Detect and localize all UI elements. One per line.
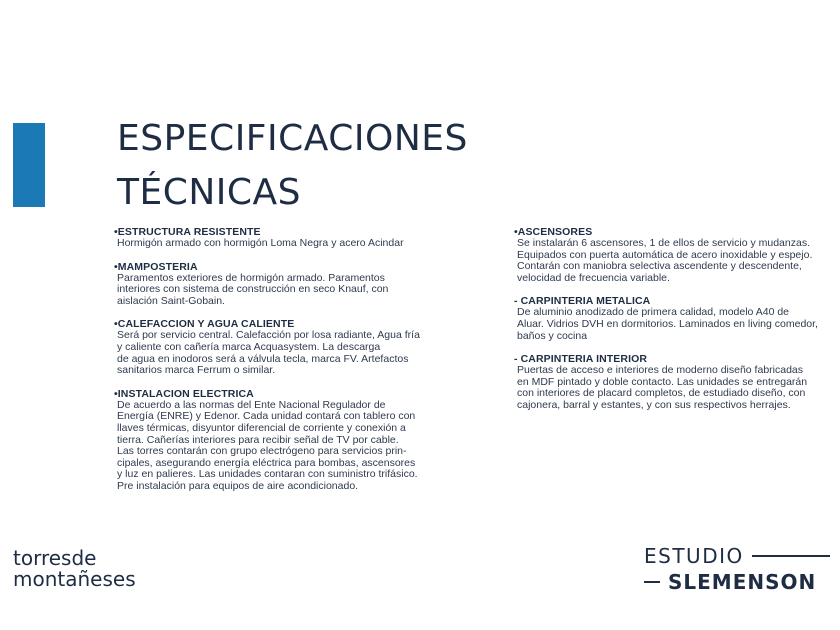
logo-left-line-1: torresde — [13, 546, 97, 570]
logo-right-row-1 — [644, 544, 830, 568]
spec-line: sanitarios marca Ferrum o similar. — [117, 364, 276, 377]
torres-de-montaneses-logo — [13, 548, 136, 590]
spec-body — [114, 273, 426, 308]
spec-body — [514, 307, 832, 342]
spec-heading: •MAMPOSTERIA — [114, 260, 198, 273]
logo-right-line-1: ESTUDIO — [644, 544, 744, 568]
spec-line: Aluar. Vidrios DVH en dormitorios. Laminados en living comedor, — [517, 317, 818, 330]
spec-line: Equipados con puerta automática de acero inoxidable y espejo. — [517, 248, 813, 261]
spec-line: Energía (ENRE) y Edenor. Cada unidad contará con tablero con — [117, 410, 416, 423]
spec-line: tierra. Cañerías interiores para recibir señal de TV por cable. — [117, 433, 399, 446]
page-title — [117, 112, 468, 220]
spec-line: baños y cocina — [517, 329, 588, 342]
spec-line: Será por servicio central. Calefacción por losa radiante, Agua fría — [117, 329, 420, 342]
spec-section — [514, 295, 832, 342]
spec-section — [114, 226, 426, 250]
estudio-slemenson-logo — [644, 544, 830, 594]
spec-line: cajonera, barral y estantes, y con sus respectivos herrajes. — [517, 398, 791, 411]
spec-line: Pre instalación para equipos de aire acondicionado. — [117, 479, 359, 492]
accent-bar — [13, 123, 45, 207]
spec-section — [514, 226, 832, 284]
logo-rule-right — [752, 555, 830, 557]
title-line-2: TÉCNICAS — [117, 172, 302, 213]
spec-line: velocidad de frecuencia variable. — [517, 271, 670, 284]
spec-body — [114, 330, 426, 376]
spec-heading: •CALEFACCION Y AGUA CALIENTE — [114, 318, 295, 331]
spec-body — [514, 365, 832, 411]
logo-right-line-2: SLEMENSON — [668, 570, 817, 594]
spec-body — [114, 400, 426, 493]
spec-line: Las torres contarán con grupo electrógeno para servicios prin- — [117, 445, 407, 458]
spec-heading: - CARPINTERIA INTERIOR — [514, 353, 648, 366]
spec-body — [114, 238, 426, 250]
spec-line: De acuerdo a las normas del Ente Nacional Regulador de — [117, 398, 386, 411]
spec-line: Contarán con maniobra selectiva ascendente y descendente, — [517, 260, 802, 273]
spec-section — [514, 353, 832, 411]
spec-line: y caliente con cañería marca Acquasystem. La descarga — [117, 340, 381, 353]
spec-heading: - CARPINTERIA METALICA — [514, 295, 651, 308]
title-line-1: ESPECIFICACIONES — [117, 118, 468, 159]
spec-line: aislación Saint-Gobain. — [117, 294, 225, 307]
left-column — [114, 226, 426, 504]
logo-rule-left — [644, 581, 660, 583]
spec-line: Hormigón armado con hormigón Loma Negra y acero Acindar — [117, 237, 404, 249]
spec-line: Puertas de acceso e interiores de moderno diseño fabricadas — [517, 364, 804, 377]
spec-line: Paramentos exteriores de hormigón armado. Paramentos — [117, 271, 385, 284]
spec-heading: •ESTRUCTURA RESISTENTE — [114, 226, 261, 238]
spec-line: en MDF pintado y doble contacto. Las unidades se entregarán — [517, 375, 808, 388]
right-column — [514, 226, 832, 423]
spec-line: De aluminio anodizado de primera calidad, modelo A40 de — [517, 306, 790, 319]
spec-line: y luz en palieres. Las unidades contaran con suministro trifásico. — [117, 468, 418, 481]
spec-line: cipales, asegurando energía eléctrica para bombas, ascensores — [117, 456, 416, 469]
spec-line: llaves térmicas, disyuntor diferencial de corriente y conexión a — [117, 421, 406, 434]
spec-line: de agua en inodoros será a válvula tecla, marca FV. Artefactos — [117, 352, 409, 365]
spec-heading: •INSTALACION ELECTRICA — [114, 387, 254, 400]
spec-heading: •ASCENSORES — [514, 226, 593, 238]
spec-line: Se instalarán 6 ascensores, 1 de ellos de servicio y mudanzas. — [517, 237, 810, 249]
logo-right-row-2 — [644, 570, 830, 594]
spec-section — [114, 261, 426, 308]
spec-body — [514, 238, 832, 284]
spec-section — [114, 318, 426, 376]
logo-left-line-2: montañeses — [13, 567, 136, 591]
spec-line: interiores con sistema de construcción en seco Knauf, con — [117, 283, 389, 296]
spec-section — [114, 388, 426, 493]
spec-line: con interiores de placard completos, de estudiado diseño, con — [517, 387, 806, 400]
